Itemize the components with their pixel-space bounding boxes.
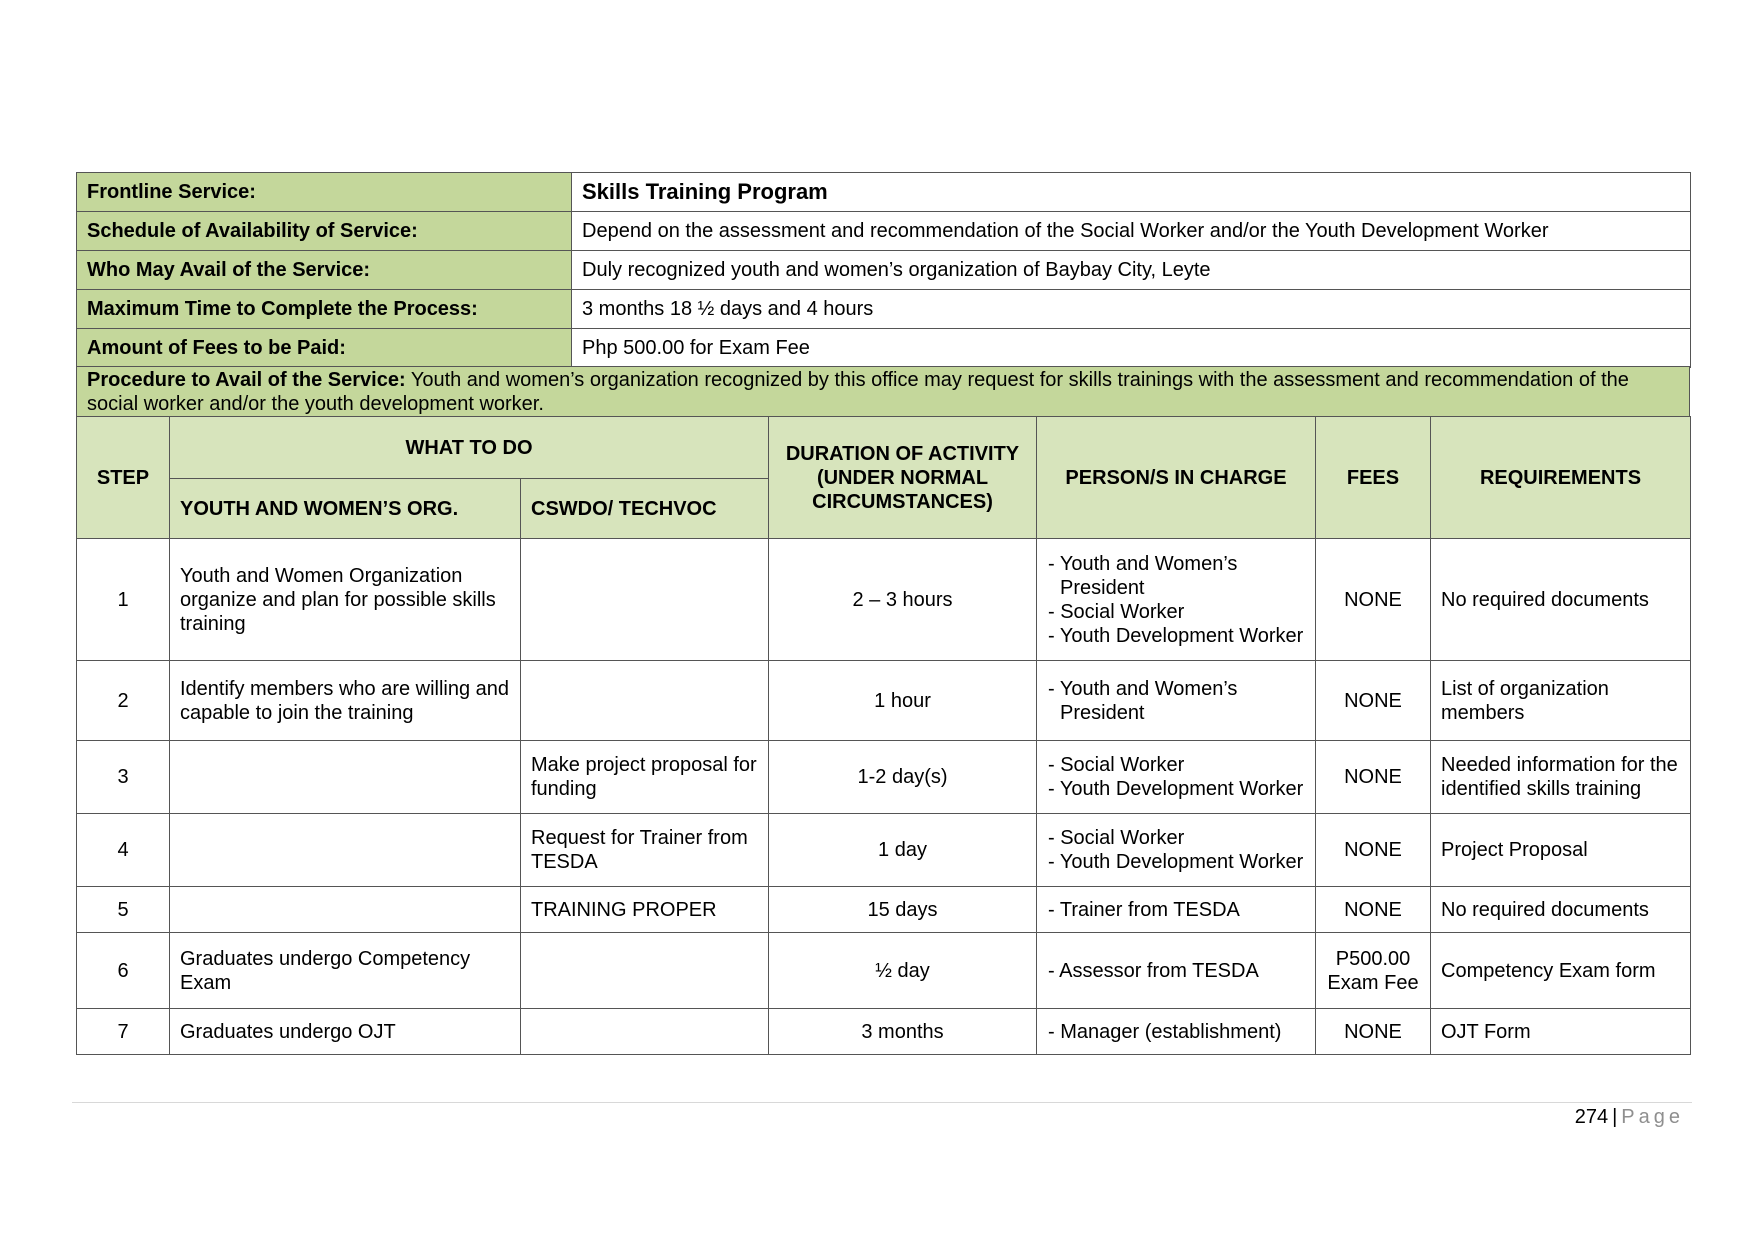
schedule-row: [77, 212, 1691, 251]
fees: NONE: [1316, 1009, 1431, 1055]
frontline-value: Skills Training Program: [572, 173, 1691, 212]
step-number: 5: [77, 887, 170, 933]
cswdo-action: [521, 661, 769, 741]
header-what-to-do: WHAT TO DO: [170, 417, 769, 479]
requirements: Needed information for the identified skills training: [1431, 741, 1691, 814]
persons-list: [1038, 898, 1314, 922]
procedure-cell: [77, 367, 1690, 418]
persons-list: [1038, 959, 1314, 983]
person-item: - Manager (establishment): [1048, 1020, 1310, 1044]
person-item: - Youth and Women’s President: [1048, 677, 1310, 725]
cswdo-action: [521, 539, 769, 661]
table-row: [77, 741, 1691, 814]
person-item: - Social Worker: [1048, 600, 1310, 624]
fees-value: Php 500.00 for Exam Fee: [572, 329, 1691, 368]
duration: 1 hour: [769, 661, 1037, 741]
fees: P500.00 Exam Fee: [1316, 933, 1431, 1009]
header-row-1: [77, 417, 1691, 479]
frontline-label: Frontline Service:: [77, 173, 572, 212]
youth-org-action: Graduates undergo Competency Exam: [170, 933, 521, 1009]
person-item: - Youth Development Worker: [1048, 850, 1310, 874]
cswdo-action: TRAINING PROPER: [521, 887, 769, 933]
who-row: [77, 251, 1691, 290]
page-footer: [1575, 1106, 1684, 1129]
cswdo-action: Request for Trainer from TESDA: [521, 814, 769, 887]
header-duration: DURATION OF ACTIVITY (UNDER NORMAL CIRCUMSTANCES): [769, 417, 1037, 539]
duration: ½ day: [769, 933, 1037, 1009]
fees-label: Amount of Fees to be Paid:: [77, 329, 572, 368]
table-row: [77, 539, 1691, 661]
max-time-label: Maximum Time to Complete the Process:: [77, 290, 572, 329]
duration: 2 – 3 hours: [769, 539, 1037, 661]
youth-org-action: Graduates undergo OJT: [170, 1009, 521, 1055]
page-number: 274: [1574, 1106, 1609, 1128]
procedure-label: Procedure to Avail of the Service:: [87, 369, 406, 391]
duration: 1-2 day(s): [769, 741, 1037, 814]
person-item: - Youth and Women’s President: [1048, 552, 1310, 600]
requirements: List of organization members: [1431, 661, 1691, 741]
youth-org-action: Youth and Women Organization organize and plan for possible skills training: [170, 539, 521, 661]
who-value: Duly recognized youth and women’s organization of Baybay City, Leyte: [572, 251, 1691, 290]
duration: 15 days: [769, 887, 1037, 933]
duration: 1 day: [769, 814, 1037, 887]
max-time-row: [77, 290, 1691, 329]
frontline-row: [77, 173, 1691, 212]
fees: NONE: [1316, 741, 1431, 814]
person-item: - Trainer from TESDA: [1048, 898, 1310, 922]
youth-org-action: [170, 814, 521, 887]
step-number: 4: [77, 814, 170, 887]
table-row: [77, 661, 1691, 741]
fees: NONE: [1316, 539, 1431, 661]
person-item: - Youth Development Worker: [1048, 624, 1310, 648]
max-time-value: 3 months 18 ½ days and 4 hours: [572, 290, 1691, 329]
procedure-table: [76, 366, 1690, 418]
persons-in-charge: [1037, 741, 1316, 814]
header-persons: PERSON/S IN CHARGE: [1037, 417, 1316, 539]
step-number: 2: [77, 661, 170, 741]
cswdo-action: [521, 1009, 769, 1055]
header-cswdo: CSWDO/ TECHVOC: [521, 479, 769, 539]
header-step: STEP: [77, 417, 170, 539]
step-number: 7: [77, 1009, 170, 1055]
page-separator: |: [1612, 1106, 1618, 1128]
cswdo-action: [521, 933, 769, 1009]
fees: NONE: [1316, 887, 1431, 933]
persons-list: [1038, 1020, 1314, 1044]
table-row: [77, 814, 1691, 887]
person-item: - Youth Development Worker: [1048, 777, 1310, 801]
step-number: 3: [77, 741, 170, 814]
table-row: [77, 933, 1691, 1009]
steps-body: [77, 539, 1691, 1055]
requirements: OJT Form: [1431, 1009, 1691, 1055]
youth-org-action: Identify members who are willing and capable to join the training: [170, 661, 521, 741]
persons-in-charge: [1037, 661, 1316, 741]
service-info-table: [76, 172, 1691, 368]
schedule-label: Schedule of Availability of Service:: [77, 212, 572, 251]
header-youth-org: YOUTH AND WOMEN’S ORG.: [170, 479, 521, 539]
persons-in-charge: [1037, 814, 1316, 887]
requirements: No required documents: [1431, 887, 1691, 933]
persons-list: [1038, 826, 1314, 874]
requirements: Project Proposal: [1431, 814, 1691, 887]
step-number: 6: [77, 933, 170, 1009]
requirements: Competency Exam form: [1431, 933, 1691, 1009]
steps-table: [76, 416, 1691, 1055]
persons-list: [1038, 753, 1314, 801]
person-item: - Assessor from TESDA: [1048, 959, 1310, 983]
header-requirements: REQUIREMENTS: [1431, 417, 1691, 539]
page-word: Page: [1621, 1106, 1684, 1128]
fees: NONE: [1316, 661, 1431, 741]
persons-in-charge: [1037, 887, 1316, 933]
procedure-text: Youth and women’s organization recognized by this office may request for skills trainings with the assessment and recommendation of the social worker and/or the youth development worker.: [87, 369, 1629, 415]
person-item: - Social Worker: [1048, 826, 1310, 850]
youth-org-action: [170, 887, 521, 933]
footer-rule: [72, 1102, 1692, 1103]
youth-org-action: [170, 741, 521, 814]
fees: NONE: [1316, 814, 1431, 887]
cswdo-action: Make project proposal for funding: [521, 741, 769, 814]
header-fees: FEES: [1316, 417, 1431, 539]
persons-in-charge: [1037, 933, 1316, 1009]
schedule-value: Depend on the assessment and recommendation of the Social Worker and/or the Youth Development Worker: [572, 212, 1691, 251]
who-label: Who May Avail of the Service:: [77, 251, 572, 290]
persons-list: [1038, 677, 1314, 725]
requirements: No required documents: [1431, 539, 1691, 661]
step-number: 1: [77, 539, 170, 661]
duration: 3 months: [769, 1009, 1037, 1055]
fees-row: [77, 329, 1691, 368]
persons-in-charge: [1037, 1009, 1316, 1055]
persons-list: [1038, 552, 1314, 648]
person-item: - Social Worker: [1048, 753, 1310, 777]
persons-in-charge: [1037, 539, 1316, 661]
table-row: [77, 1009, 1691, 1055]
table-row: [77, 887, 1691, 933]
